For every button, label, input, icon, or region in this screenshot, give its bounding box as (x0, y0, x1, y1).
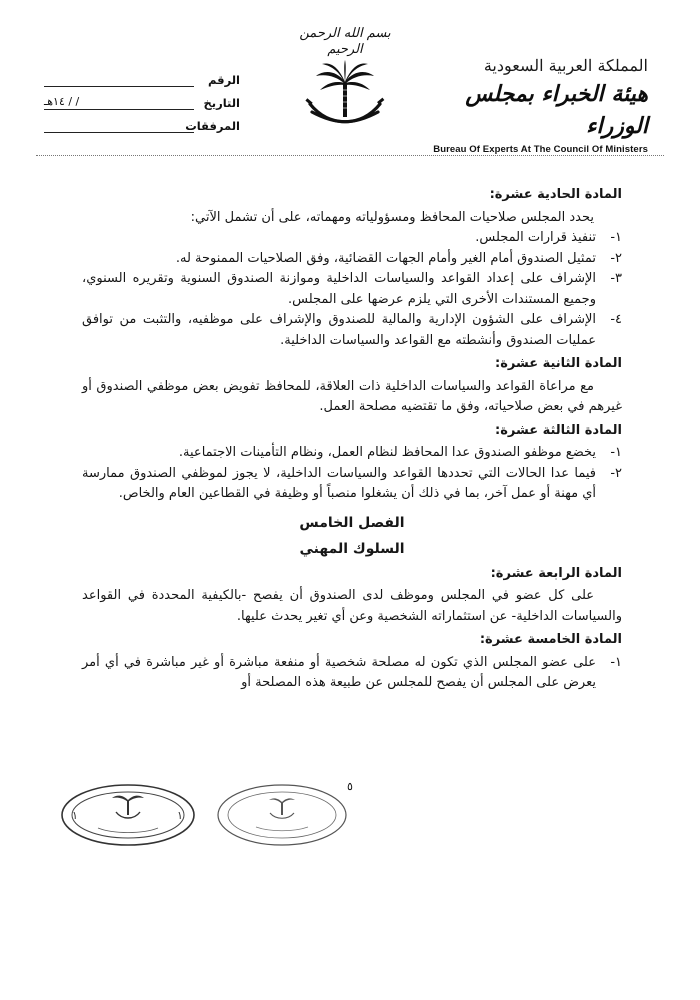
bureau-name-arabic: هيئة الخبراء بمجلس الوزراء (465, 81, 648, 139)
page-number: ٥ (347, 780, 353, 793)
emblem (290, 26, 400, 126)
date-value: / / ١٤هـ (44, 95, 194, 110)
article-heading: المادة الحادية عشرة: (489, 187, 622, 202)
official-stamp-right (212, 782, 352, 848)
header-divider (36, 155, 664, 156)
list-item (82, 464, 622, 505)
palm-swords-emblem-icon (300, 60, 390, 132)
chapter-subtitle: السلوك المهني (299, 540, 405, 557)
date-label: التاريخ (203, 96, 240, 110)
item-number: ١- (610, 654, 622, 670)
seal-stamp-icon (212, 782, 352, 848)
attachments-field (40, 110, 240, 133)
item-number: ٢- (610, 465, 622, 481)
reference-number-label: الرقم (208, 73, 240, 87)
chapter-title: الفصل الخامس (299, 514, 405, 531)
letterhead-fields (40, 64, 240, 133)
list-item (82, 443, 622, 464)
document-body (82, 182, 622, 694)
seal-stamp-icon (58, 782, 198, 848)
basmala: بسم الله الرحمن الرحيم (299, 26, 391, 57)
article-heading: المادة الخامسة عشرة: (479, 632, 622, 647)
article-heading: المادة الثالثة عشرة: (495, 422, 622, 438)
country-name: المملكة العربية السعودية (483, 56, 648, 75)
article-heading: المادة الرابعة عشرة: (490, 565, 622, 581)
item-number: ٢- (610, 250, 622, 266)
item-number: ٣- (610, 271, 622, 286)
letterhead-organization (418, 56, 648, 155)
article-intro: مع مراعاة القواعد والسياسات الداخلية ذات العلاقة، للمحافظ تفويض بعض موظفي الصندوق أو غيرهم في بعض صلاحياته، وفق ما تقتضيه مصلحة العمل. (82, 378, 622, 414)
list-item (82, 228, 622, 249)
list-item (82, 310, 622, 351)
article-intro: على كل عضو في المجلس وموظف لدى الصندوق أن يفصح -بالكيفية المحددة في القواعد والسياسات الداخلية- عن استثماراته الشخصية وعن أي تغير يحدث عليها. (82, 588, 622, 624)
item-text: تمثيل الصندوق أمام الغير وأمام الجهات القضائية، وفق الصلاحيات الممنوحة له. (175, 250, 596, 266)
bureau-name-english: Bureau Of Experts At The Council Of Ministers (433, 144, 648, 155)
svg-text:١: ١ (177, 809, 183, 822)
attachments-label: المرفقات (185, 119, 240, 133)
date-field (40, 87, 240, 110)
reference-number-field (40, 64, 240, 87)
official-stamp-left (58, 782, 198, 848)
item-text: يخضع موظفو الصندوق عدا المحافظ لنظام العمل، ونظام التأمينات الاجتماعية. (178, 445, 596, 460)
item-text: تنفيذ قرارات المجلس. (475, 230, 596, 245)
attachments-line (44, 118, 194, 133)
list-item (82, 249, 622, 270)
item-number: ١- (610, 230, 622, 245)
item-text: فيما عدا الحالات التي تحددها القواعد والسياسات الداخلية، لا يجوز لموظفي الصندوق ممارسة أي مهنة أو عمل آخر، بما في ذلك أن يشغلوا منصباً أو وظيفة في القطاعين العام والخاص. (82, 465, 596, 501)
list-item (82, 653, 622, 694)
reference-number-line (44, 72, 194, 87)
item-text: الإشراف على الشؤون الإدارية والمالية للصندوق والإشراف على موظفيه، والتثبت من توافق عمليات الصندوق وأنشطته مع القواعد والسياسات الداخلية. (82, 312, 596, 348)
svg-text:١: ١ (72, 809, 78, 822)
list-item (82, 269, 622, 310)
item-number: ٤- (610, 312, 622, 327)
item-text: على عضو المجلس الذي تكون له مصلحة شخصية أو منفعة مباشرة أو غير مباشرة في أي أمر يعرض على المجلس أن يفصح للمجلس عن طبيعة هذه المصلحة أو (82, 654, 596, 690)
article-heading: المادة الثانية عشرة: (495, 356, 622, 371)
item-text: الإشراف على إعداد القواعد والسياسات الداخلية وموازنة الصندوق السنوية وتقريره السنوي، وجميع المستندات الأخرى التي يلزم عرضها على المجلس. (82, 271, 596, 307)
article-intro: يحدد المجلس صلاحيات المحافظ ومسؤولياته ومهماته، على أن تشمل الآتي: (190, 209, 594, 225)
item-number: ١- (610, 445, 622, 460)
